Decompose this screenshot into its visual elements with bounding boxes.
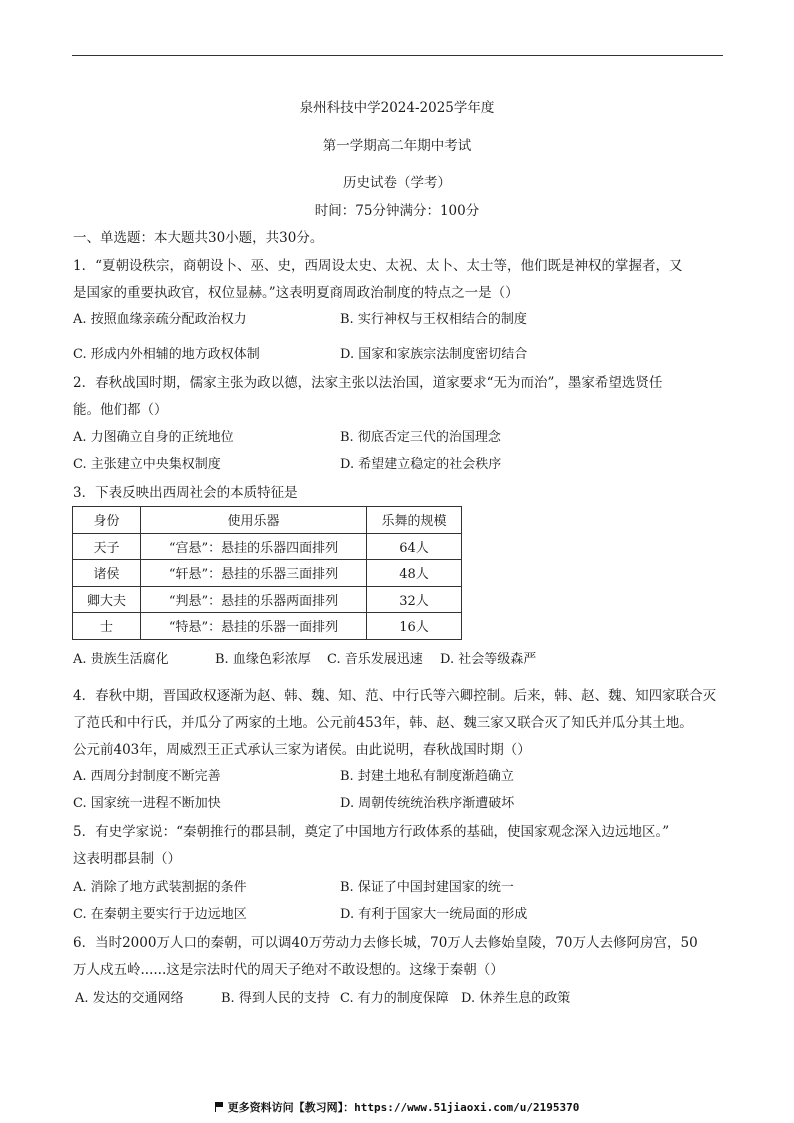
table-header-row [73,507,462,534]
table-header-cell: 身份 [73,507,141,534]
footer [0,1099,794,1115]
table-cell: “轩悬”：悬挂的乐器三面排列 [141,560,367,587]
table-header-cell: 使用乐器 [141,507,367,534]
q6-option-a: A. 发达的交通网络 [75,991,184,1006]
q3-option-c: C. 音乐发展迅速 [327,652,423,667]
q4-stem-line1: 4．春秋中期，晋国政权逐渐为赵、韩、魏、知、范、中行氏等六卿控制。后来，韩、赵、魏、知四家联合灭 [73,688,717,704]
q2-option-c: C. 主张建立中央集权制度 [73,457,221,472]
q5-option-a: A. 消除了地方武装割据的条件 [73,880,247,895]
q4-option-c: C. 国家统一进程不断加快 [73,796,221,811]
q3-option-d: D. 社会等级森严 [440,652,537,667]
q1-stem-line1: 1．“夏朝设秩宗，商朝设卜、巫、史，西周设太史、太祝、太卜、太士等，他们既是神权的掌握者，又 [73,258,683,274]
q5-stem-line2: 这表明郡县制（） [73,851,181,867]
table-row [73,586,462,613]
table-cell: 16人 [367,613,462,640]
table-cell: “宫悬”：悬挂的乐器四面排列 [141,533,367,560]
q6-options [75,987,570,1006]
table-cell: 32人 [367,586,462,613]
q4-stem-line2: 了范氏和中行氏，并瓜分了两家的土地。公元前453年，韩、赵、魏三家又联合灭了知氏并瓜分其土地。 [73,715,693,731]
table-row [73,560,462,587]
flag-icon [215,1102,224,1112]
q2-stem-line1: 2．春秋战国时期，儒家主张为政以德，法家主张以法治国，道家要求“无为而治”，墨家希望选贤任 [73,375,663,391]
q1-option-a: A. 按照血缘亲疏分配政治权力 [73,312,247,327]
q3-stem: 3．下表反映出西周社会的本质特征是 [73,485,298,501]
table-cell: “特悬”：悬挂的乐器一面排列 [141,613,367,640]
q5-option-d: D. 有利于国家大一统局面的形成 [340,907,528,922]
table-header-cell: 乐舞的规模 [367,507,462,534]
table-cell: 天子 [73,533,141,560]
table-cell: “判悬”：悬挂的乐器两面排列 [141,586,367,613]
table-cell: 卿大夫 [73,586,141,613]
footer-link-text[interactable]: 更多资料访问【教习网】：https://www.51jiaoxi.com/u/2195370 [227,1101,580,1114]
q1-option-d: D. 国家和家族宗法制度密切结合 [340,347,528,362]
q6-option-b: B. 得到人民的支持 [221,991,330,1006]
q2-stem-line2: 能。他们都（） [73,402,168,418]
time-score: 时间：75分钟满分：100分 [314,203,480,219]
q1-option-c: C. 形成内外相辅的地方政权体制 [73,347,260,362]
q1-option-b: B. 实行神权与王权相结合的制度 [340,312,527,327]
q4-stem-line3: 公元前403年，周威烈王正式承认三家为诸侯。由此说明，春秋战国时期（） [73,742,531,758]
q1-stem-line2: 是国家的重要执政官，权位显赫。”这表明夏商周政治制度的特点之一是（） [73,285,519,301]
table-cell: 诸侯 [73,560,141,587]
q4-option-d: D. 周朝传统统治秩序渐遭破坏 [340,796,515,811]
table-cell: 64人 [367,533,462,560]
q6-option-d: D. 休养生息的政策 [461,991,571,1006]
exam-name: 第一学期高二年期中考试 [322,138,472,154]
q6-option-c: C. 有力的制度保障 [340,991,449,1006]
q4-option-a: A. 西周分封制度不断完善 [73,769,221,784]
table-cell: 士 [73,613,141,640]
table-cell: 48人 [367,560,462,587]
table-row [73,533,462,560]
q2-option-d: D. 希望建立稳定的社会秩序 [340,457,502,472]
table-row [73,613,462,640]
q3-options [73,648,536,667]
q4-option-b: B. 封建土地私有制度渐趋确立 [340,769,514,784]
q2-option-a: A. 力图确立自身的正统地位 [73,430,234,445]
q6-stem-line2: 万人戍五岭......这是宗法时代的周天子绝对不敢设想的。这缘于秦朝（） [73,962,504,978]
q5-option-c: C. 在秦朝主要实行于边远地区 [73,907,247,922]
q2-option-b: B. 彻底否定三代的治国理念 [340,430,501,445]
section-title: 一、单选题：本大题共30小题，共30分。 [73,230,324,246]
subject-title: 历史试卷（学考） [343,175,451,191]
q5-option-b: B. 保证了中国封建国家的统一 [340,880,514,895]
q5-stem-line1: 5．有史学家说：“秦朝推行的郡县制，奠定了中国地方行政体系的基础，使国家观念深入边远地区。” [73,824,670,840]
q3-option-a: A. 贵族生活腐化 [73,652,169,667]
q6-stem-line1: 6．当时2000万人口的秦朝，可以调40万劳动力去修长城，70万人去修始皇陵，70万人去修阿房宫，50 [73,935,698,951]
music-rank-table [72,506,462,640]
header-rule [72,55,723,56]
school-year: 泉州科技中学2024-2025学年度 [299,100,495,116]
q3-option-b: B. 血缘色彩浓厚 [215,652,311,667]
